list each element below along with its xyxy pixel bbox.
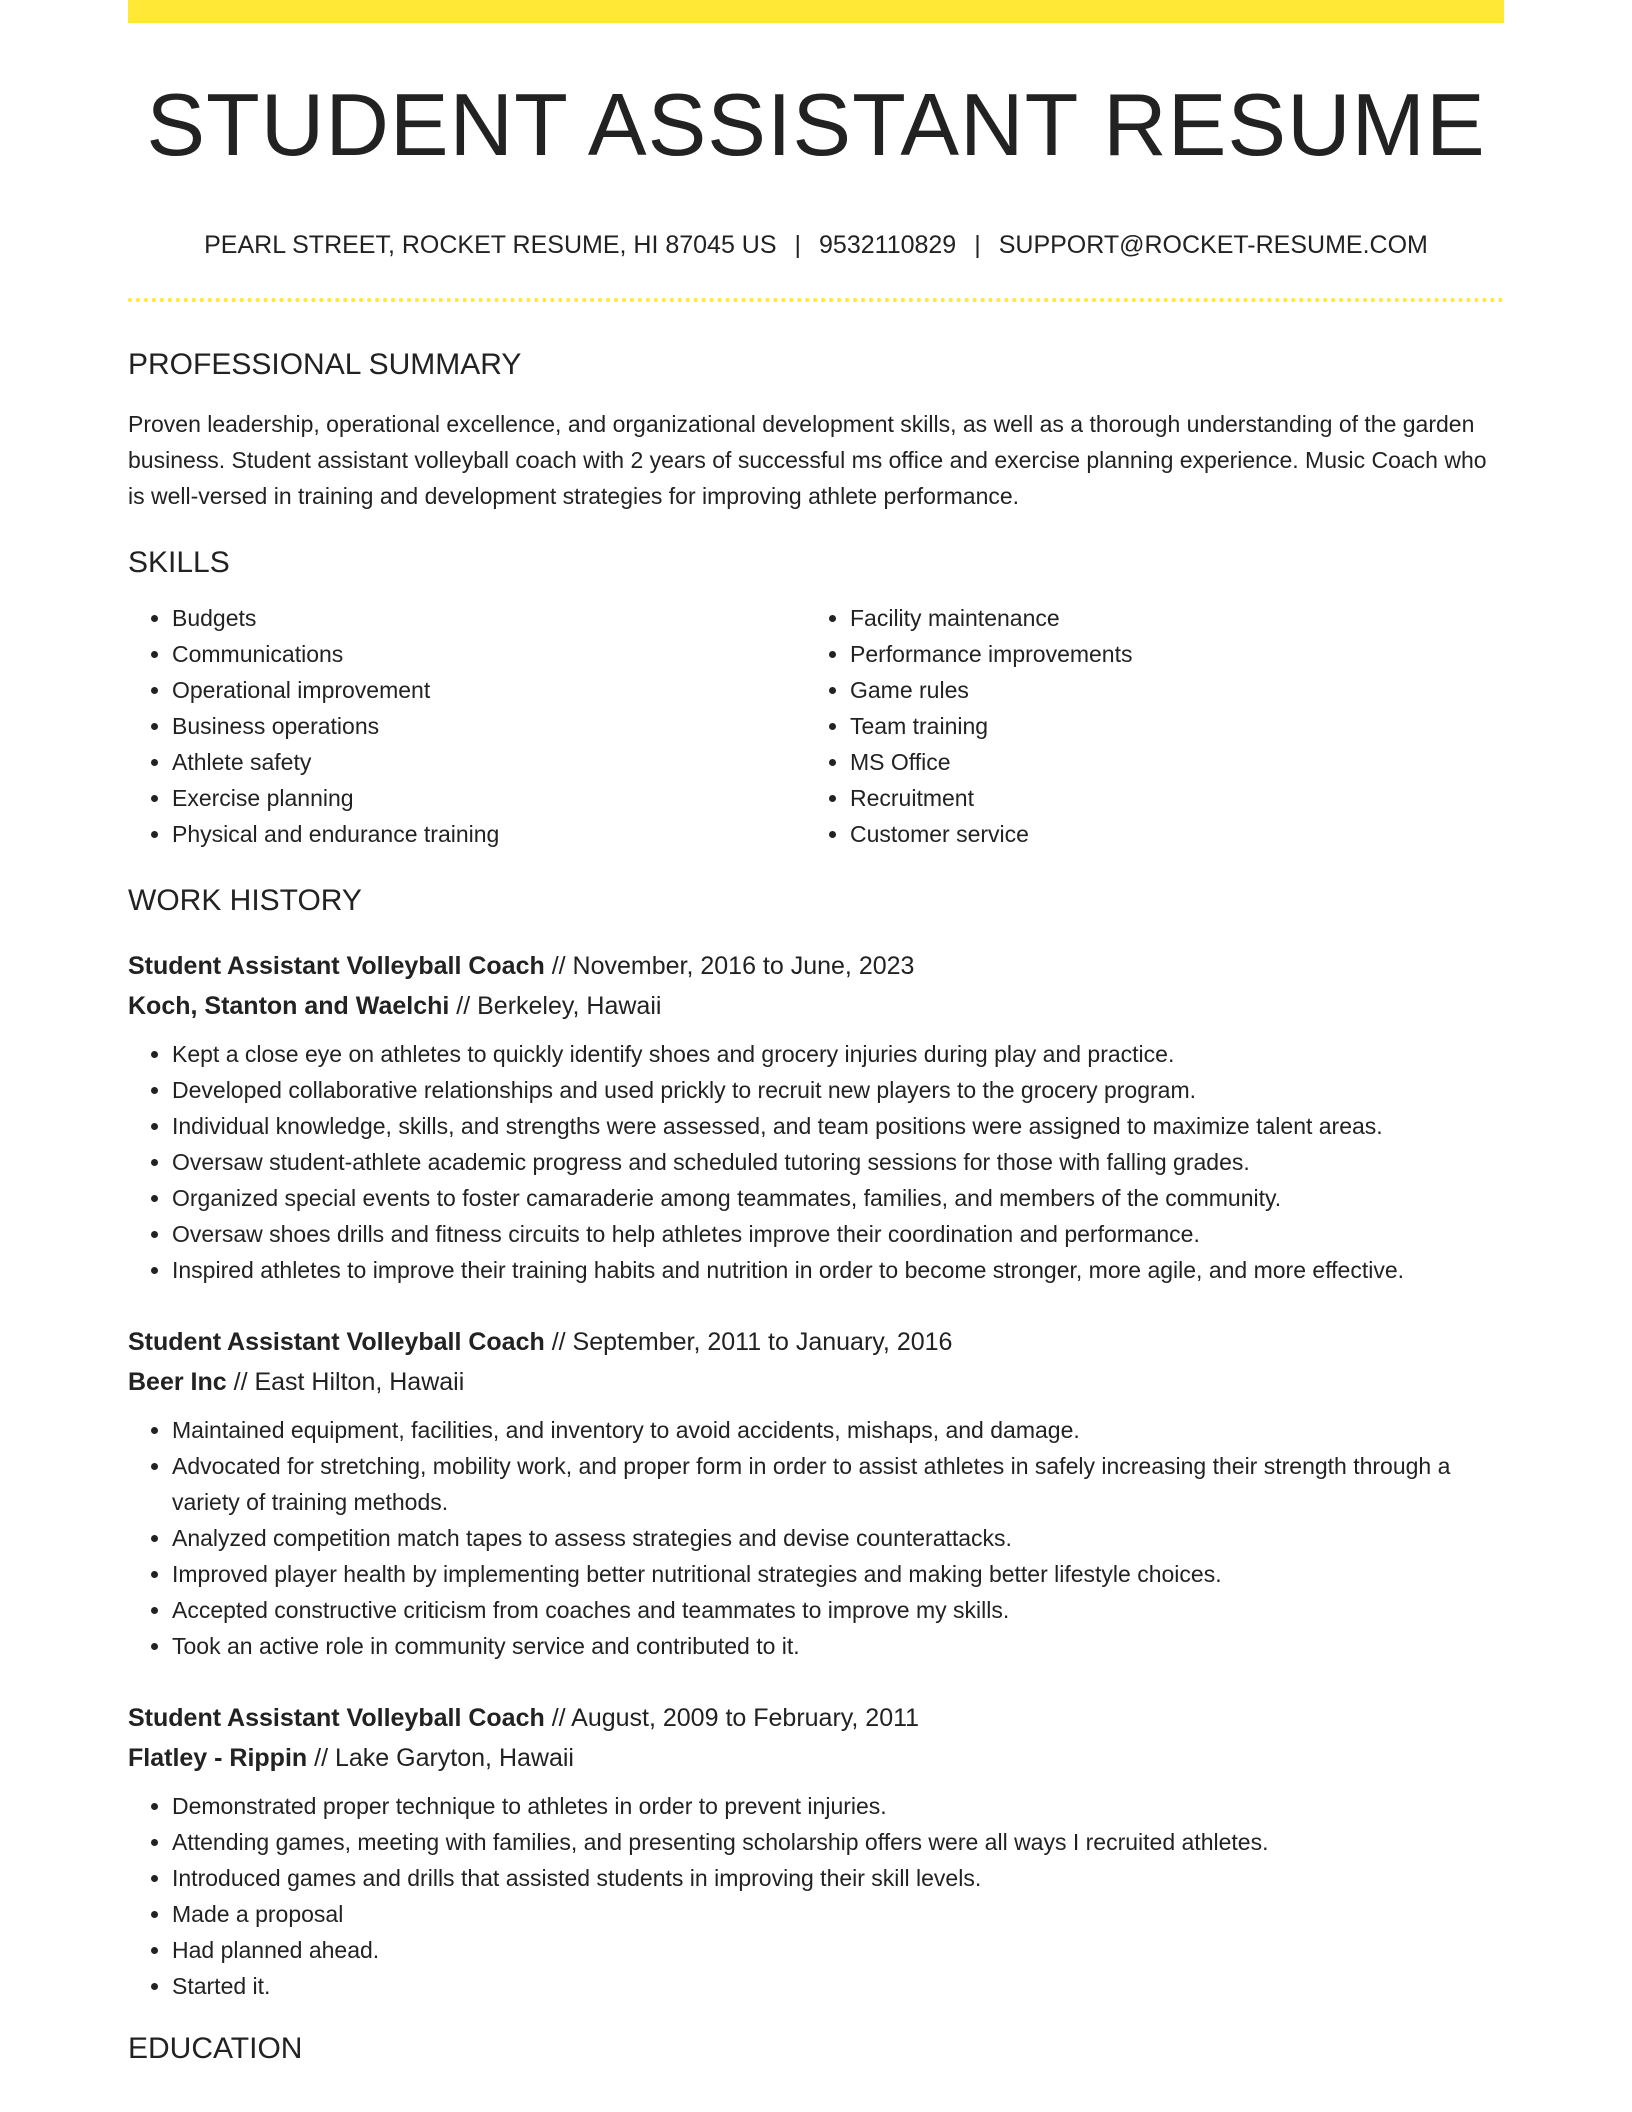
skills-heading: SKILLS	[128, 546, 230, 579]
job-bullet: • Organized special events to foster camaraderie among teammates, families, and members of the community.	[172, 1180, 1504, 1216]
skills-column-left	[128, 600, 806, 852]
job-dates: // November, 2016 to June, 2023	[544, 952, 915, 980]
job-company-line	[128, 1362, 1504, 1402]
contact-phone: 9532110829	[819, 231, 957, 259]
skill-item: • Customer service	[850, 816, 1484, 852]
skills-column-right	[806, 600, 1484, 852]
skill-item: • Communications	[172, 636, 806, 672]
resume-page	[128, 0, 1504, 2064]
job-title: Student Assistant Volleyball Coach	[128, 1328, 545, 1356]
job-bullet: • Had planned ahead.	[172, 1932, 1504, 1968]
skill-item: • Exercise planning	[172, 780, 806, 816]
job-title-line	[128, 946, 1504, 986]
job-location: // Lake Garyton, Hawaii	[307, 1744, 574, 1772]
summary-text: Proven leadership, operational excellence, and organizational development skills, as well as a thorough understanding of the garden business. Student assistant volleyball coach with 2 years of successful ms office and exercise planning experience. Music Coach who is well-versed in training and development strategies for improving athlete performance.	[128, 411, 1487, 509]
skill-item: • Business operations	[172, 708, 806, 744]
job-bullet: • Inspired athletes to improve their training habits and nutrition in order to become stronger, more agile, and more effective.	[172, 1252, 1504, 1288]
job-dates: // August, 2009 to February, 2011	[544, 1704, 920, 1732]
contact-line	[128, 233, 1504, 258]
dotted-divider	[128, 298, 1504, 302]
job-bullet: • Accepted constructive criticism from coaches and teammates to improve my skills.	[172, 1592, 1504, 1628]
skill-item: • Recruitment	[850, 780, 1484, 816]
job-bullet: • Oversaw student-athlete academic progress and scheduled tutoring sessions for those with falling grades.	[172, 1144, 1504, 1180]
skill-item: • Team training	[850, 708, 1484, 744]
job-bullet: • Started it.	[172, 1968, 1504, 2004]
contact-separator: |	[794, 231, 802, 259]
job-location: // Berkeley, Hawaii	[449, 992, 662, 1020]
job-company-line	[128, 1738, 1504, 1778]
job-entry	[128, 946, 1504, 1288]
job-bullets	[128, 1788, 1504, 2004]
skill-item: • Budgets	[172, 600, 806, 636]
contact-address: PEARL STREET, ROCKET RESUME, HI 87045 US	[204, 231, 777, 259]
job-company: Koch, Stanton and Waelchi	[128, 992, 450, 1020]
resume-title: STUDENT ASSISTANT RESUME	[146, 75, 1486, 174]
job-bullet: • Improved player health by implementing better nutritional strategies and making better lifestyle choices.	[172, 1556, 1504, 1592]
job-dates: // September, 2011 to January, 2016	[544, 1328, 953, 1356]
job-bullet: • Made a proposal	[172, 1896, 1504, 1932]
summary-heading: PROFESSIONAL SUMMARY	[128, 348, 522, 381]
skill-item: • Game rules	[850, 672, 1484, 708]
job-title-line	[128, 1698, 1504, 1738]
job-bullet: • Individual knowledge, skills, and strengths were assessed, and team positions were assigned to maximize talent areas.	[172, 1108, 1504, 1144]
skill-item: • Facility maintenance	[850, 600, 1484, 636]
skill-item: • Operational improvement	[172, 672, 806, 708]
job-entry	[128, 1698, 1504, 2004]
job-bullet: • Took an active role in community service and contributed to it.	[172, 1628, 1504, 1664]
skill-item: • Performance improvements	[850, 636, 1484, 672]
contact-email: SUPPORT@ROCKET-RESUME.COM	[998, 231, 1428, 259]
top-accent-bar	[128, 0, 1504, 23]
job-bullet: • Analyzed competition match tapes to assess strategies and devise counterattacks.	[172, 1520, 1504, 1556]
job-entry	[128, 1322, 1504, 1664]
job-bullets	[128, 1036, 1504, 1288]
job-company-line	[128, 986, 1504, 1026]
job-company: Flatley - Rippin	[128, 1744, 308, 1772]
job-title: Student Assistant Volleyball Coach	[128, 1704, 545, 1732]
job-bullet: • Demonstrated proper technique to athletes in order to prevent injuries.	[172, 1788, 1504, 1824]
job-title: Student Assistant Volleyball Coach	[128, 952, 545, 980]
skill-item: • Physical and endurance training	[172, 816, 806, 852]
education-heading: EDUCATION	[128, 2032, 303, 2065]
job-bullet: • Maintained equipment, facilities, and inventory to avoid accidents, mishaps, and damage.	[172, 1412, 1504, 1448]
job-bullet: • Kept a close eye on athletes to quickly identify shoes and grocery injuries during play and practice.	[172, 1036, 1504, 1072]
job-bullets	[128, 1412, 1504, 1664]
job-bullet: • Developed collaborative relationships and used prickly to recruit new players to the grocery program.	[172, 1072, 1504, 1108]
skill-item: • MS Office	[850, 744, 1484, 780]
job-title-line	[128, 1322, 1504, 1362]
job-bullet: • Advocated for stretching, mobility work, and proper form in order to assist athletes in safely increasing their strength through a variety of training methods.	[172, 1448, 1504, 1520]
job-location: // East Hilton, Hawaii	[226, 1368, 465, 1396]
skills-list	[128, 600, 1504, 852]
job-bullet: • Attending games, meeting with families, and presenting scholarship offers were all ways I recruited athletes.	[172, 1824, 1504, 1860]
job-bullet: • Introduced games and drills that assisted students in improving their skill levels.	[172, 1860, 1504, 1896]
job-company: Beer Inc	[128, 1368, 227, 1396]
work-history-heading: WORK HISTORY	[128, 884, 362, 917]
skill-item: • Athlete safety	[172, 744, 806, 780]
contact-separator: |	[974, 231, 981, 259]
job-bullet: • Oversaw shoes drills and fitness circuits to help athletes improve their coordination and performance.	[172, 1216, 1504, 1252]
